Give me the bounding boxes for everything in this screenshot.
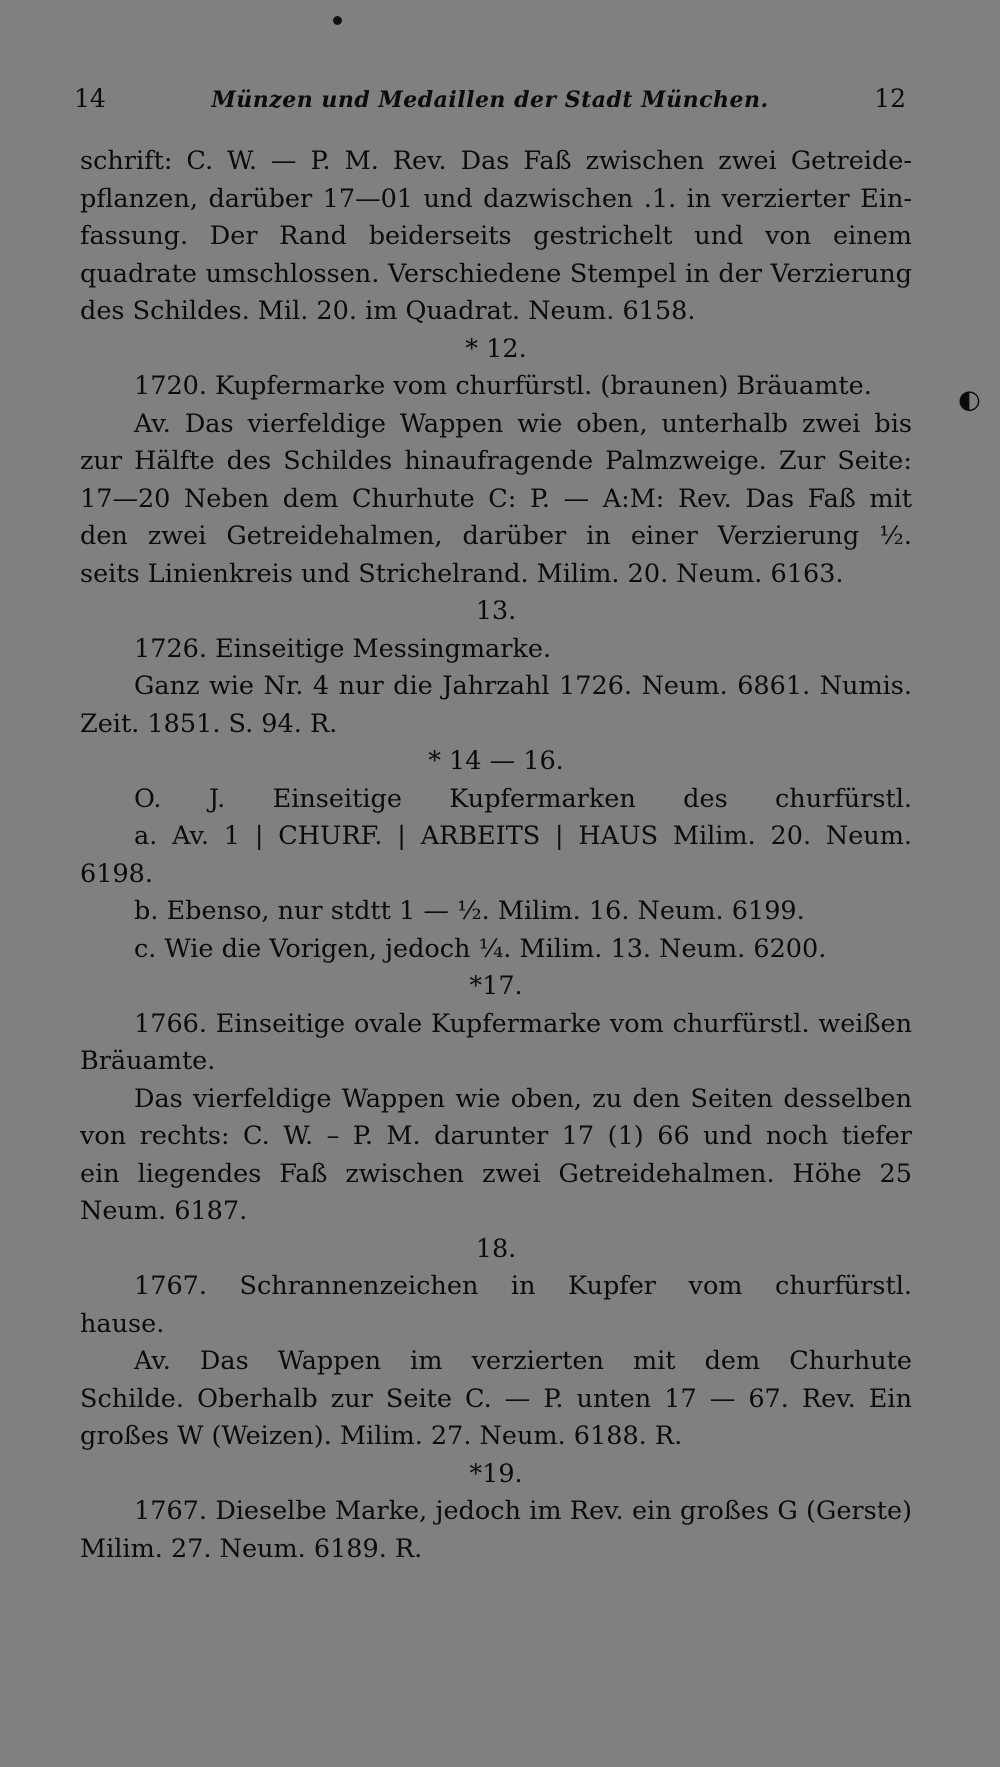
text-line: Av. Das Wappen im verzierten mit dem Churhute [134, 1346, 912, 1376]
margin-mark-icon: ◐ [958, 385, 981, 415]
text-line: Milim. 27. Neum. 6189. R. [80, 1533, 423, 1564]
entry-number: *17. [469, 971, 523, 1001]
text-line: Ganz wie Nr. 4 nur die Jahrzahl 1726. Neum. 6861. Numis. [134, 671, 912, 701]
text-line: O. J. Einseitige Kupfermarken des churfürstl. [134, 783, 912, 814]
text-line: zur Hälfte des Schildes hinaufragende Palmzweige. Zur Seite: [80, 446, 912, 476]
page-header [74, 84, 906, 120]
text-line: Bräuamte. [80, 1046, 216, 1076]
text-line: seits Linienkreis und Strichelrand. Milim. 20. Neum. 6163. [80, 558, 844, 589]
text-line: 1767. Dieselbe Marke, jedoch im Rev. ein großes G (Gerste) [134, 1496, 912, 1526]
section-number: 12 [874, 84, 906, 113]
text-line: 1767. Schrannenzeichen in Kupfer vom churfürstl. [134, 1271, 912, 1301]
text-line: hause. [80, 1308, 165, 1339]
text-line: 1726. Einseitige Messingmarke. [134, 633, 552, 664]
text-line: ein liegendes Faß zwischen zwei Getreidehalmen. Höhe 25 [80, 1158, 912, 1189]
text-line: a. Av. 1 | CHURF. | ARBEITS | HAUS Milim. 20. Neum. [134, 821, 912, 851]
text-line: c. Wie die Vorigen, jedoch ¼. Milim. 13. Neum. 6200. [134, 933, 827, 964]
text-line: von rechts: C. W. – P. M. darunter 17 (1) 66 und noch tiefer [80, 1121, 912, 1151]
entry-number: * 14 — 16. [428, 746, 564, 776]
entry-number: 18. [475, 1233, 517, 1264]
text-line: b. Ebenso, nur stdtt 1 — ½. Milim. 16. Neum. 6199. [134, 896, 805, 926]
text-line: des Schildes. Mil. 20. im Quadrat. Neum. 6158. [80, 296, 696, 326]
text-line: Das vierfeldige Wappen wie oben, zu den Seiten desselben [134, 1083, 912, 1114]
text-line: quadrate umschlossen. Verschiedene Stempel in der Verzierung [80, 258, 912, 289]
text-line: Neum. 6187. [80, 1196, 248, 1226]
page-number: 14 [74, 84, 106, 113]
text-line: 1766. Einseitige ovale Kupfermarke vom churfürstl. weißen [134, 1008, 912, 1039]
text-line: fassung. Der Rand beiderseits gestrichelt und von einem [80, 221, 912, 251]
entry-number: 13. [475, 596, 517, 626]
running-title: Münzen und Medaillen der Stadt München. [211, 87, 769, 113]
text-line: den zwei Getreidehalmen, darüber in einer Verzierung ½. [80, 521, 912, 551]
entry-number: * 12. [465, 333, 527, 364]
text-line: großes W (Weizen). Milim. 27. Neum. 6188. R. [80, 1421, 683, 1451]
ink-speck [333, 16, 342, 25]
text-line: 1720. Kupfermarke vom churfürstl. (braunen) Bräuamte. [134, 371, 872, 401]
text-line: Av. Das vierfeldige Wappen wie oben, unterhalb zwei bis [134, 408, 912, 439]
text-line: pflanzen, darüber 17—01 und dazwischen .1. in verzierter Ein- [80, 183, 912, 214]
page-body [80, 143, 912, 1568]
text-line: schrift: C. W. — P. M. Rev. Das Faß zwischen zwei Getreide- [80, 146, 912, 176]
entry-number: *19. [469, 1458, 523, 1489]
text-line: Schilde. Oberhalb zur Seite C. — P. unten 17 — 67. Rev. Ein [80, 1383, 912, 1414]
text-line: Zeit. 1851. S. 94. R. [80, 708, 338, 739]
text-line: 17—20 Neben dem Churhute C: P. — A:M: Rev. Das Faß mit [80, 483, 912, 514]
text-line: 6198. [80, 858, 154, 889]
